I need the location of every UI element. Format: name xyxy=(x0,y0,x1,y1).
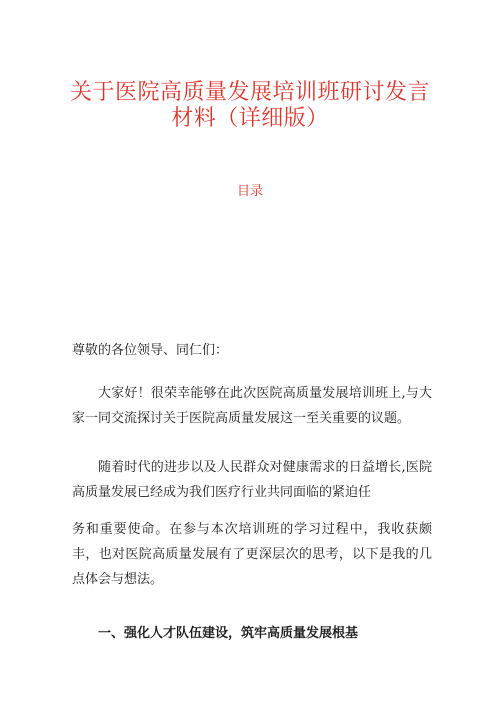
section-heading: 一、强化人才队伍建设，筑牢高质量发展根基 xyxy=(98,626,359,641)
toc-label: 目录 xyxy=(236,184,263,199)
paragraph-greeting: 大家好！很荣幸能够在此次医院高质量发展培训班上,与大家一同交流探讨关于医院高质量发展这一至关重要的议题。 xyxy=(72,386,432,426)
paragraph-background: 随着时代的进步以及人民群众对健康需求的日益增长,医院高质量发展已经成为我们医疗行业共同面临的紧迫任 xyxy=(72,460,432,500)
salutation: 尊敬的各位领导、同仁们： xyxy=(72,343,229,358)
document-title: 关于医院高质量发展培训班研讨发言材料（详细版） xyxy=(69,80,430,131)
paragraph-continuation: 务和重要使命。在参与本次培训班的学习过程中，我收获颇丰，也对医院高质量发展有了更深层次的思考，以下是我的几点体会与想法。 xyxy=(72,522,432,587)
